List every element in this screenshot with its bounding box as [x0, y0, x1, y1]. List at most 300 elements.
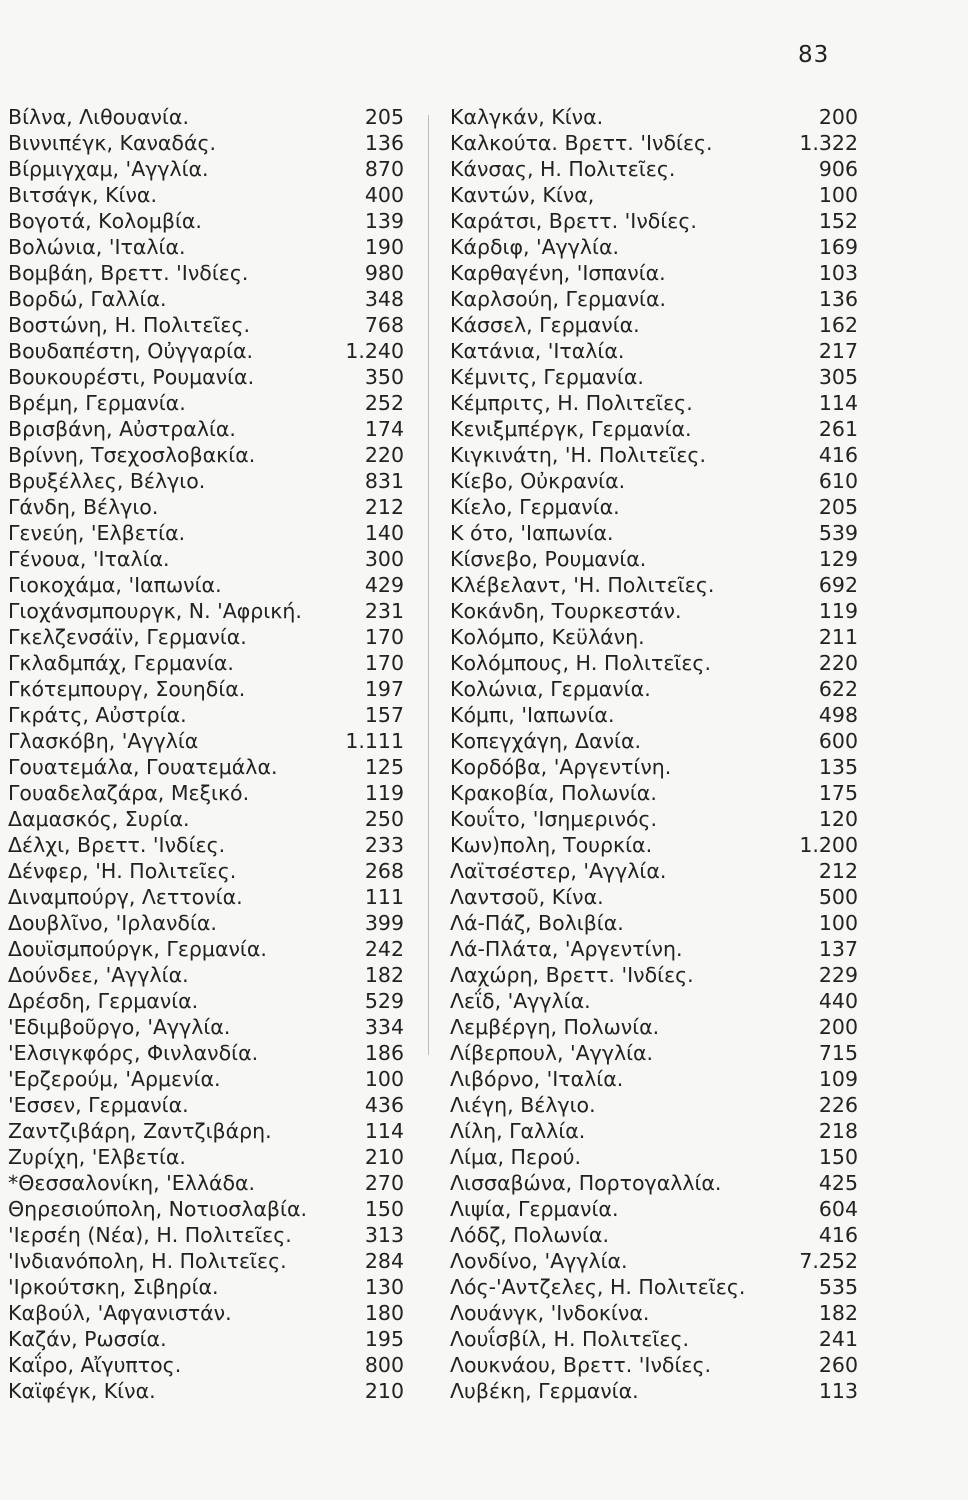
list-item [450, 416, 858, 442]
city-name: Ζυρίχη, 'Ελβετία. [8, 1145, 186, 1169]
population-value: 622 [818, 677, 858, 701]
city-name: Βοστώνη, Η. Πολιτεῖες. [8, 313, 251, 337]
list-item [8, 338, 404, 364]
city-name: Λουάνγκ, 'Ινδοκίνα. [450, 1301, 650, 1325]
left-column [8, 104, 404, 1404]
population-value: 114 [364, 1119, 404, 1143]
population-value: 604 [818, 1197, 858, 1221]
list-item [8, 728, 404, 754]
list-item [450, 936, 858, 962]
city-name: Κατάνια, 'Ιταλία. [450, 339, 625, 363]
city-name: Λονδίνο, 'Αγγλία. [450, 1249, 628, 1273]
population-value: 180 [364, 1301, 404, 1325]
population-value: 416 [818, 1223, 858, 1247]
column-divider [428, 115, 429, 1055]
city-name: Βουκουρέστι, Ρουμανία. [8, 365, 255, 389]
list-item [450, 1378, 858, 1404]
city-name: Κίελο, Γερμανία. [450, 495, 620, 519]
city-name: Κολόμπο, Κεϋλάνη. [450, 625, 645, 649]
population-value: 170 [364, 625, 404, 649]
list-item [8, 1378, 404, 1404]
population-value: 252 [364, 391, 404, 415]
list-item [8, 676, 404, 702]
list-item [450, 546, 858, 572]
list-item [8, 598, 404, 624]
list-item [8, 234, 404, 260]
city-name: Δουϊσμπούργκ, Γερμανία. [8, 937, 267, 961]
city-name: Λά-Πάζ, Βολιβία. [450, 911, 624, 935]
population-value: 233 [364, 833, 404, 857]
population-value: 436 [364, 1093, 404, 1117]
population-value: 250 [364, 807, 404, 831]
population-value: 109 [818, 1067, 858, 1091]
list-item [450, 494, 858, 520]
list-item [8, 988, 404, 1014]
population-value: 140 [364, 521, 404, 545]
list-item [8, 780, 404, 806]
city-name: Κάσσελ, Γερμανία. [450, 313, 640, 337]
city-name: Γουατεμάλα, Γουατεμάλα. [8, 755, 278, 779]
city-name: Κίσνεβο, Ρουμανία. [450, 547, 647, 571]
city-name: Καντών, Κίνα, [450, 183, 595, 207]
list-item [8, 416, 404, 442]
city-name: Καβούλ, 'Αφγανιστάν. [8, 1301, 232, 1325]
city-name: Βιννιπέγκ, Καναδάς. [8, 131, 217, 155]
list-item [8, 286, 404, 312]
list-item [450, 806, 858, 832]
population-value: 129 [818, 547, 858, 571]
list-item [8, 390, 404, 416]
city-name: Λυβέκη, Γερμανία. [450, 1379, 639, 1403]
list-item [8, 1248, 404, 1274]
population-value: 429 [364, 573, 404, 597]
city-name: Κολόμπους, Η. Πολιτεῖες. [450, 651, 711, 675]
population-value: 313 [364, 1223, 404, 1247]
city-name: Βορδώ, Γαλλία. [8, 287, 167, 311]
city-name: Γένουα, 'Ιταλία. [8, 547, 170, 571]
list-item [8, 1352, 404, 1378]
population-value: 980 [364, 261, 404, 285]
population-value: 170 [364, 651, 404, 675]
population-value: 229 [818, 963, 858, 987]
population-value: 440 [818, 989, 858, 1013]
list-item [450, 650, 858, 676]
city-name: Λιέγη, Βέλγιο. [450, 1093, 596, 1117]
population-value: 800 [364, 1353, 404, 1377]
population-value: 182 [818, 1301, 858, 1325]
population-value: 113 [818, 1379, 858, 1403]
population-value: 715 [818, 1041, 858, 1065]
population-value: 260 [818, 1353, 858, 1377]
city-name: 'Ελσιγκφόρς, Φινλανδία. [8, 1041, 259, 1065]
city-name: Λαντσοῦ, Κίνα. [450, 885, 604, 909]
population-value: 7.252 [799, 1249, 858, 1273]
list-item [8, 156, 404, 182]
list-item [8, 650, 404, 676]
right-column [450, 104, 858, 1404]
list-item [8, 1300, 404, 1326]
population-value: 305 [818, 365, 858, 389]
population-value: 284 [364, 1249, 404, 1273]
city-name: 'Εσσεν, Γερμανία. [8, 1093, 189, 1117]
population-value: 114 [818, 391, 858, 415]
city-name: Κίεβο, Οὐκρανία. [450, 469, 626, 493]
city-name: Καΐρο, Αἴγυπτος. [8, 1353, 182, 1377]
population-value: 261 [818, 417, 858, 441]
city-name: Βίρμιγχαμ, 'Αγγλία. [8, 157, 209, 181]
city-name: Λαϊτσέστερ, 'Αγγλία. [450, 859, 667, 883]
population-value: 111 [364, 885, 404, 909]
city-name: Λίμα, Περού. [450, 1145, 581, 1169]
list-item [8, 884, 404, 910]
list-item [450, 520, 858, 546]
population-value: 1.200 [799, 833, 858, 857]
population-value: 169 [818, 235, 858, 259]
city-name: Δουβλῖνο, 'Ιρλανδία. [8, 911, 217, 935]
population-value: 150 [818, 1145, 858, 1169]
city-name: Γιοχάνσμπουργκ, Ν. 'Αφρική. [8, 599, 302, 623]
list-item [450, 1196, 858, 1222]
population-value: 195 [364, 1327, 404, 1351]
list-item [450, 754, 858, 780]
list-item [450, 702, 858, 728]
population-value: 135 [818, 755, 858, 779]
city-name: Λεΐδ, 'Αγγλία. [450, 989, 591, 1013]
list-item [8, 1118, 404, 1144]
list-item [8, 442, 404, 468]
population-value: 300 [364, 547, 404, 571]
population-value: 600 [818, 729, 858, 753]
population-value: 210 [364, 1145, 404, 1169]
population-value: 220 [818, 651, 858, 675]
list-item [450, 1170, 858, 1196]
list-item [450, 572, 858, 598]
list-item [450, 1352, 858, 1378]
population-value: 205 [364, 105, 404, 129]
city-name: Βομβάη, Βρεττ. 'Ινδίες. [8, 261, 249, 285]
list-item [8, 494, 404, 520]
population-value: 100 [364, 1067, 404, 1091]
city-name: Καλγκάν, Κίνα. [450, 105, 604, 129]
population-value: 539 [818, 521, 858, 545]
city-name: Βρισβάνη, Αὐστραλία. [8, 417, 236, 441]
list-item [450, 624, 858, 650]
population-value: 535 [818, 1275, 858, 1299]
list-item [450, 1222, 858, 1248]
list-item [450, 676, 858, 702]
city-name: Κόμπι, 'Ιαπωνία. [450, 703, 615, 727]
population-value: 100 [818, 183, 858, 207]
city-name: Λός-'Αντζελες, Η. Πολιτεῖες. [450, 1275, 746, 1299]
list-item [450, 364, 858, 390]
population-value: 136 [364, 131, 404, 155]
city-name: Βρίννη, Τσεχοσλοβακία. [8, 443, 256, 467]
city-name: Δέλχι, Βρεττ. 'Ινδίες. [8, 833, 226, 857]
list-item [8, 1092, 404, 1118]
list-item [450, 1144, 858, 1170]
city-name: Καϊφέγκ, Κίνα. [8, 1379, 156, 1403]
list-item [8, 1014, 404, 1040]
city-name: Κορδόβα, 'Αργεντίνη. [450, 755, 672, 779]
population-value: 906 [818, 157, 858, 181]
city-name: Κάνσας, Η. Πολιτεῖες. [450, 157, 676, 181]
population-value: 1.111 [345, 729, 404, 753]
city-name: Γκράτς, Αὐστρία. [8, 703, 187, 727]
population-value: 137 [818, 937, 858, 961]
list-item [8, 104, 404, 130]
list-item [450, 598, 858, 624]
population-value: 692 [818, 573, 858, 597]
population-value: 870 [364, 157, 404, 181]
list-item [450, 1014, 858, 1040]
list-item [450, 260, 858, 286]
list-item [450, 988, 858, 1014]
list-item [8, 806, 404, 832]
list-item [450, 728, 858, 754]
list-item [8, 858, 404, 884]
population-value: 210 [364, 1379, 404, 1403]
population-value: 212 [818, 859, 858, 883]
population-value: 119 [818, 599, 858, 623]
population-value: 425 [818, 1171, 858, 1195]
population-value: 220 [364, 443, 404, 467]
list-item [450, 884, 858, 910]
list-item [450, 1066, 858, 1092]
city-name: Καζάν, Ρωσσία. [8, 1327, 167, 1351]
population-value: 529 [364, 989, 404, 1013]
city-name: Κέμπριτς, Η. Πολιτεῖες. [450, 391, 693, 415]
population-value: 241 [818, 1327, 858, 1351]
population-value: 197 [364, 677, 404, 701]
population-value: 200 [818, 1015, 858, 1039]
city-name: Καλκούτα. Βρεττ. 'Ινδίες. [450, 131, 713, 155]
population-value: 139 [364, 209, 404, 233]
list-item [450, 286, 858, 312]
population-value: 120 [818, 807, 858, 831]
city-name: Γκλαδμπάχ, Γερμανία. [8, 651, 234, 675]
list-item [450, 962, 858, 988]
city-name: 'Ινδιανόπολη, Η. Πολιτεῖες. [8, 1249, 287, 1273]
population-value: 500 [818, 885, 858, 909]
city-name: Λά-Πλάτα, 'Αργεντίνη. [450, 937, 683, 961]
population-value: 400 [364, 183, 404, 207]
city-name: Λόδζ, Πολωνία. [450, 1223, 609, 1247]
city-name: Γκελζενσάϊν, Γερμανία. [8, 625, 247, 649]
list-item [8, 624, 404, 650]
population-value: 610 [818, 469, 858, 493]
list-item [450, 182, 858, 208]
population-value: 186 [364, 1041, 404, 1065]
list-item [8, 546, 404, 572]
city-name: Γκότεμπουργ, Σουηδία. [8, 677, 246, 701]
city-name: Κλέβελαντ, 'Η. Πολιτεῖες. [450, 573, 715, 597]
population-value: 270 [364, 1171, 404, 1195]
city-name: Βιτσάγκ, Κίνα. [8, 183, 157, 207]
list-item [450, 208, 858, 234]
city-name: Λίβερπουλ, 'Αγγλία. [450, 1041, 654, 1065]
list-item [8, 468, 404, 494]
list-item [450, 1300, 858, 1326]
list-item [8, 208, 404, 234]
list-item [450, 104, 858, 130]
population-value: 231 [364, 599, 404, 623]
population-value: 130 [364, 1275, 404, 1299]
city-name: Δούνδεε, 'Αγγλία. [8, 963, 189, 987]
population-value: 268 [364, 859, 404, 883]
list-item [8, 1274, 404, 1300]
population-value: 217 [818, 339, 858, 363]
city-name: 'Ερζερούμ, 'Αρμενία. [8, 1067, 221, 1091]
population-value: 174 [364, 417, 404, 441]
list-item [8, 130, 404, 156]
population-value: 1.240 [345, 339, 404, 363]
city-name: Λιψία, Γερμανία. [450, 1197, 619, 1221]
population-value: 399 [364, 911, 404, 935]
city-name: 'Εδιμβοῦργο, 'Αγγλία. [8, 1015, 231, 1039]
population-value: 125 [364, 755, 404, 779]
list-item [450, 858, 858, 884]
city-name: Κρακοβία, Πολωνία. [450, 781, 657, 805]
list-item [450, 910, 858, 936]
population-value: 157 [364, 703, 404, 727]
population-value: 211 [818, 625, 858, 649]
population-value: 831 [364, 469, 404, 493]
list-item [450, 234, 858, 260]
city-name: Βογοτά, Κολομβία. [8, 209, 202, 233]
city-name: Βολώνια, 'Ιταλία. [8, 235, 186, 259]
population-value: 416 [818, 443, 858, 467]
city-name: Δαμασκός, Συρία. [8, 807, 190, 831]
city-name: Θηρεσιούπολη, Νοτιοσλαβία. [8, 1197, 307, 1221]
population-value: 182 [364, 963, 404, 987]
list-item [8, 702, 404, 728]
population-value: 100 [818, 911, 858, 935]
population-value: 190 [364, 235, 404, 259]
list-item [8, 260, 404, 286]
population-value: 498 [818, 703, 858, 727]
city-name: Λίλη, Γαλλία. [450, 1119, 586, 1143]
city-name: Κοπεγχάγη, Δανία. [450, 729, 642, 753]
population-value: 334 [364, 1015, 404, 1039]
city-name: Ζαντζιβάρη, Ζαντζιβάρη. [8, 1119, 272, 1143]
population-value: 103 [818, 261, 858, 285]
population-value: 175 [818, 781, 858, 805]
list-item [450, 156, 858, 182]
city-name: 'Ιερσέη (Νέα), Η. Πολιτεῖες. [8, 1223, 292, 1247]
city-name: Λουκνάου, Βρεττ. 'Ινδίες. [450, 1353, 712, 1377]
city-name: Δρέσδη, Γερμανία. [8, 989, 199, 1013]
city-name: Λουΐσβίλ, Η. Πολιτεῖες. [450, 1327, 690, 1351]
list-item [8, 832, 404, 858]
city-name: Κολώνια, Γερμανία. [450, 677, 651, 701]
list-item [8, 572, 404, 598]
list-item [8, 1222, 404, 1248]
list-item [450, 1326, 858, 1352]
list-item [450, 312, 858, 338]
city-name: Βουδαπέστη, Οὐγγαρία. [8, 339, 254, 363]
list-item [8, 962, 404, 988]
list-item [450, 1040, 858, 1066]
list-item [8, 364, 404, 390]
population-value: 1.322 [799, 131, 858, 155]
list-item [450, 1274, 858, 1300]
page-number: 83 [798, 42, 830, 68]
population-value: 136 [818, 287, 858, 311]
list-item [450, 832, 858, 858]
city-name: Λαχώρη, Βρεττ. 'Ινδίες. [450, 963, 694, 987]
list-item [450, 1248, 858, 1274]
list-item [8, 1066, 404, 1092]
population-value: 212 [364, 495, 404, 519]
city-name: Γενεύη, 'Ελβετία. [8, 521, 186, 545]
city-name: Κιγκινάτη, 'Η. Πολιτεῖες. [450, 443, 706, 467]
population-value: 150 [364, 1197, 404, 1221]
city-name: Καράτσι, Βρεττ. 'Ινδίες. [450, 209, 697, 233]
city-name: Κέμνιτς, Γερμανία. [450, 365, 644, 389]
city-name: Βρέμη, Γερμανία. [8, 391, 186, 415]
city-name: Καρλσούη, Γερμανία. [450, 287, 667, 311]
population-value: 348 [364, 287, 404, 311]
list-item [450, 442, 858, 468]
city-name: *Θεσσαλονίκη, 'Ελλάδα. [8, 1171, 256, 1195]
list-item [450, 1118, 858, 1144]
city-name: Γουαδελαζάρα, Μεξικό. [8, 781, 250, 805]
city-name: Λιβόρνο, 'Ιταλία. [450, 1067, 624, 1091]
population-value: 768 [364, 313, 404, 337]
city-name: Κ ότο, 'Ιαπωνία. [450, 521, 614, 545]
list-item [8, 1170, 404, 1196]
city-name: Κοκάνδη, Τουρκεστάν. [450, 599, 682, 623]
population-value: 226 [818, 1093, 858, 1117]
population-value: 350 [364, 365, 404, 389]
list-item [8, 1040, 404, 1066]
list-item [8, 936, 404, 962]
list-item [8, 182, 404, 208]
list-item [450, 130, 858, 156]
list-item [8, 1196, 404, 1222]
list-item [8, 1326, 404, 1352]
population-value: 162 [818, 313, 858, 337]
list-item [8, 1144, 404, 1170]
list-item [450, 468, 858, 494]
population-value: 200 [818, 105, 858, 129]
city-name: Κάρδιφ, 'Αγγλία. [450, 235, 620, 259]
list-item [450, 390, 858, 416]
city-name: Βίλνα, Λιθουανία. [8, 105, 189, 129]
city-name: Καρθαγένη, 'Ισπανία. [450, 261, 666, 285]
city-name: Διναμπούργ, Λεττονία. [8, 885, 243, 909]
city-name: Δένφερ, 'Η. Πολιτεῖες. [8, 859, 237, 883]
list-item [450, 1092, 858, 1118]
population-value: 152 [818, 209, 858, 233]
list-item [450, 780, 858, 806]
city-name: Κενιξμπέργκ, Γερμανία. [450, 417, 692, 441]
city-name: Λισσαβώνα, Πορτογαλλία. [450, 1171, 722, 1195]
city-name: Γιοκοχάμα, 'Ιαπωνία. [8, 573, 222, 597]
city-name: Γάνδη, Βέλγιο. [8, 495, 159, 519]
city-name: 'Ιρκούτσκη, Σιβηρία. [8, 1275, 219, 1299]
city-name: Βρυξέλλες, Βέλγιο. [8, 469, 206, 493]
list-item [8, 312, 404, 338]
population-value: 119 [364, 781, 404, 805]
list-item [8, 754, 404, 780]
list-item [450, 338, 858, 364]
city-name: Κων)πολη, Τουρκία. [450, 833, 653, 857]
population-value: 205 [818, 495, 858, 519]
city-name: Λεμβέργη, Πολωνία. [450, 1015, 660, 1039]
population-value: 242 [364, 937, 404, 961]
population-value: 218 [818, 1119, 858, 1143]
